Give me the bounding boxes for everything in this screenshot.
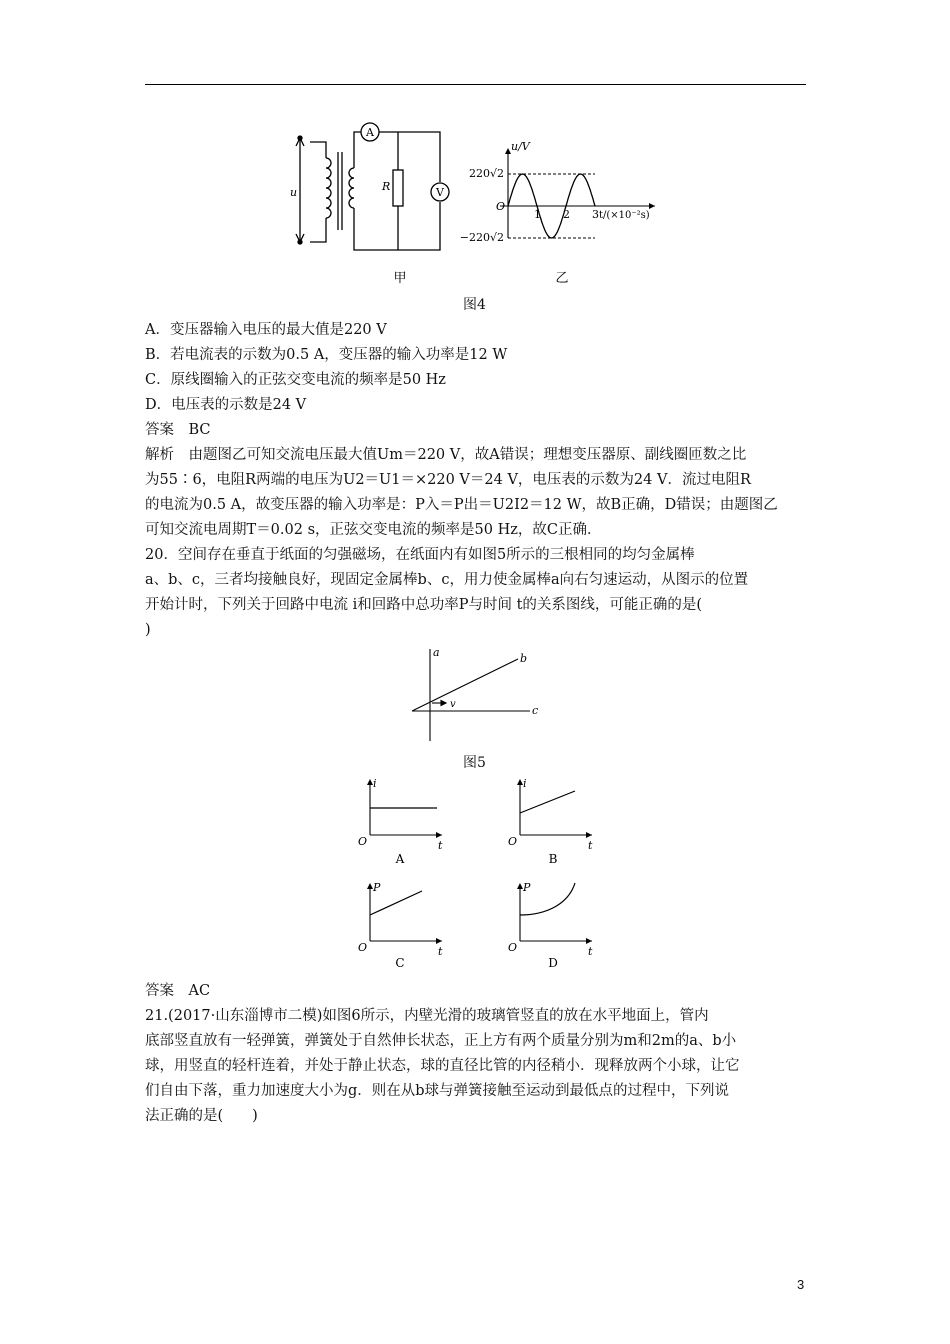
velocity-label: v <box>450 699 456 710</box>
option-19-a: A．变压器输入电压的最大值是220 V <box>145 322 387 338</box>
input-voltage-label: u <box>290 186 298 199</box>
wave-t3: 3 <box>592 208 599 221</box>
graph-c-origin: O <box>358 941 368 954</box>
graph-b-xlabel: t <box>588 839 593 852</box>
figure-5 <box>400 645 550 745</box>
graph-a-ylabel: i <box>373 777 377 790</box>
figure-4 <box>290 120 680 290</box>
analysis-19-line3: 的电流为0.5 A，故变压器的输入功率是：P入＝P出＝U2I2＝12 W，故B正确，D错误；由题图乙 <box>145 497 778 513</box>
graph-c-xlabel: t <box>438 945 443 958</box>
graph-d <box>508 881 593 970</box>
question-21-line1: 21.(2017·山东淄博市二模)如图6所示，内壁光滑的玻璃管竖直的放在水平地面上，管内 <box>145 1008 709 1024</box>
question-21-line2: 底部竖直放有一轻弹簧，弹簧处于自然伸长状态，正上方有两个质量分别为m和2m的a、b小 <box>145 1033 737 1049</box>
question-20-line4: ) <box>145 622 151 638</box>
rod-c-label: c <box>532 704 539 717</box>
wave-ymin: −220√2 <box>459 231 504 244</box>
graph-d-xlabel: t <box>588 945 593 958</box>
transformer-circuit <box>296 123 449 250</box>
graph-d-ylabel: P <box>523 881 531 894</box>
header-rule <box>145 84 806 85</box>
question-21-line3: 球，用竖直的轻杆连着，并处于静止状态，球的直径比管的内径稍小．现释放两个小球，让它 <box>145 1058 740 1074</box>
wave-ylabel: u/V <box>511 140 530 153</box>
graph-d-label: D <box>548 956 558 970</box>
label-jia: 甲 <box>393 271 407 286</box>
ammeter-label: A <box>366 126 374 139</box>
sine-wave-graph <box>460 140 655 244</box>
option-19-c: C．原线圈输入的正弦交变电流的频率是50 Hz <box>145 372 446 388</box>
option-19-d: D．电压表的示数是24 V <box>145 397 307 413</box>
label-yi: 乙 <box>555 271 569 286</box>
voltmeter-label: V <box>436 186 444 199</box>
figure-4-caption: 图4 <box>463 297 486 313</box>
option-19-b: B．若电流表的示数为0.5 A，变压器的输入功率是12 W <box>145 347 508 363</box>
question-21-line4: 们自由下落，重力加速度大小为g．则在从b球与弹簧接触至运动到最低点的过程中，下列说 <box>145 1083 730 1099</box>
graph-a-label: A <box>395 852 405 866</box>
graph-a-origin: O <box>358 835 368 848</box>
question-20-line1: 20．空间存在垂直于纸面的匀强磁场，在纸面内有如图5所示的三根相同的均匀金属棒 <box>145 547 695 563</box>
wave-t2: 2 <box>563 208 570 221</box>
graph-c-line <box>370 891 422 915</box>
graph-a <box>358 777 443 866</box>
figure-5-caption: 图5 <box>463 755 486 771</box>
resistor-label: R <box>382 180 391 193</box>
graph-b <box>508 777 593 866</box>
answer-20: 答案 AC <box>145 983 211 999</box>
wave-xlabel: t/(×10⁻²s) <box>599 210 650 221</box>
graph-b-ylabel: i <box>523 777 527 790</box>
graph-b-line <box>520 791 575 813</box>
analysis-19-line2: 为55∶6，电阻R两端的电压为U2＝U1＝×220 V＝24 V，电压表的示数为24 V．流过电阻R <box>145 472 751 488</box>
graph-c <box>358 881 443 970</box>
wave-ymax: 220√2 <box>468 167 504 180</box>
question-21-line5: 法正确的是( ) <box>145 1108 258 1124</box>
analysis-19-line4: 可知交流电周期T＝0.02 s，正弦交变电流的频率是50 Hz，故C正确． <box>145 522 602 538</box>
rod-b-label: b <box>520 652 528 665</box>
graph-b-origin: O <box>508 835 518 848</box>
rod-a-label: a <box>433 646 440 659</box>
page-number: 3 <box>797 1277 805 1292</box>
wave-origin: O <box>496 200 506 213</box>
rod-b <box>412 659 518 711</box>
graph-b-label: B <box>548 852 558 866</box>
graph-c-label: C <box>395 956 405 970</box>
question-20-line3: 开始计时，下列关于回路中电流 i和回路中总功率P与时间 t的关系图线，可能正确的是( <box>145 597 703 613</box>
analysis-19-line1: 解析 由题图乙可知交流电压最大值Um＝220 V，故A错误；理想变压器原、副线圈匝数之比 <box>145 447 747 463</box>
graph-a-xlabel: t <box>438 839 443 852</box>
graph-d-origin: O <box>508 941 518 954</box>
question-20-line2: a、b、c，三者均接触良好，现固定金属棒b、c，用力使金属棒a向右匀速运动，从图示的位置 <box>145 572 749 588</box>
wave-t1: 1 <box>534 208 541 221</box>
option-graphs <box>350 775 610 970</box>
answer-19: 答案 BC <box>145 422 211 438</box>
graph-c-ylabel: P <box>373 881 381 894</box>
